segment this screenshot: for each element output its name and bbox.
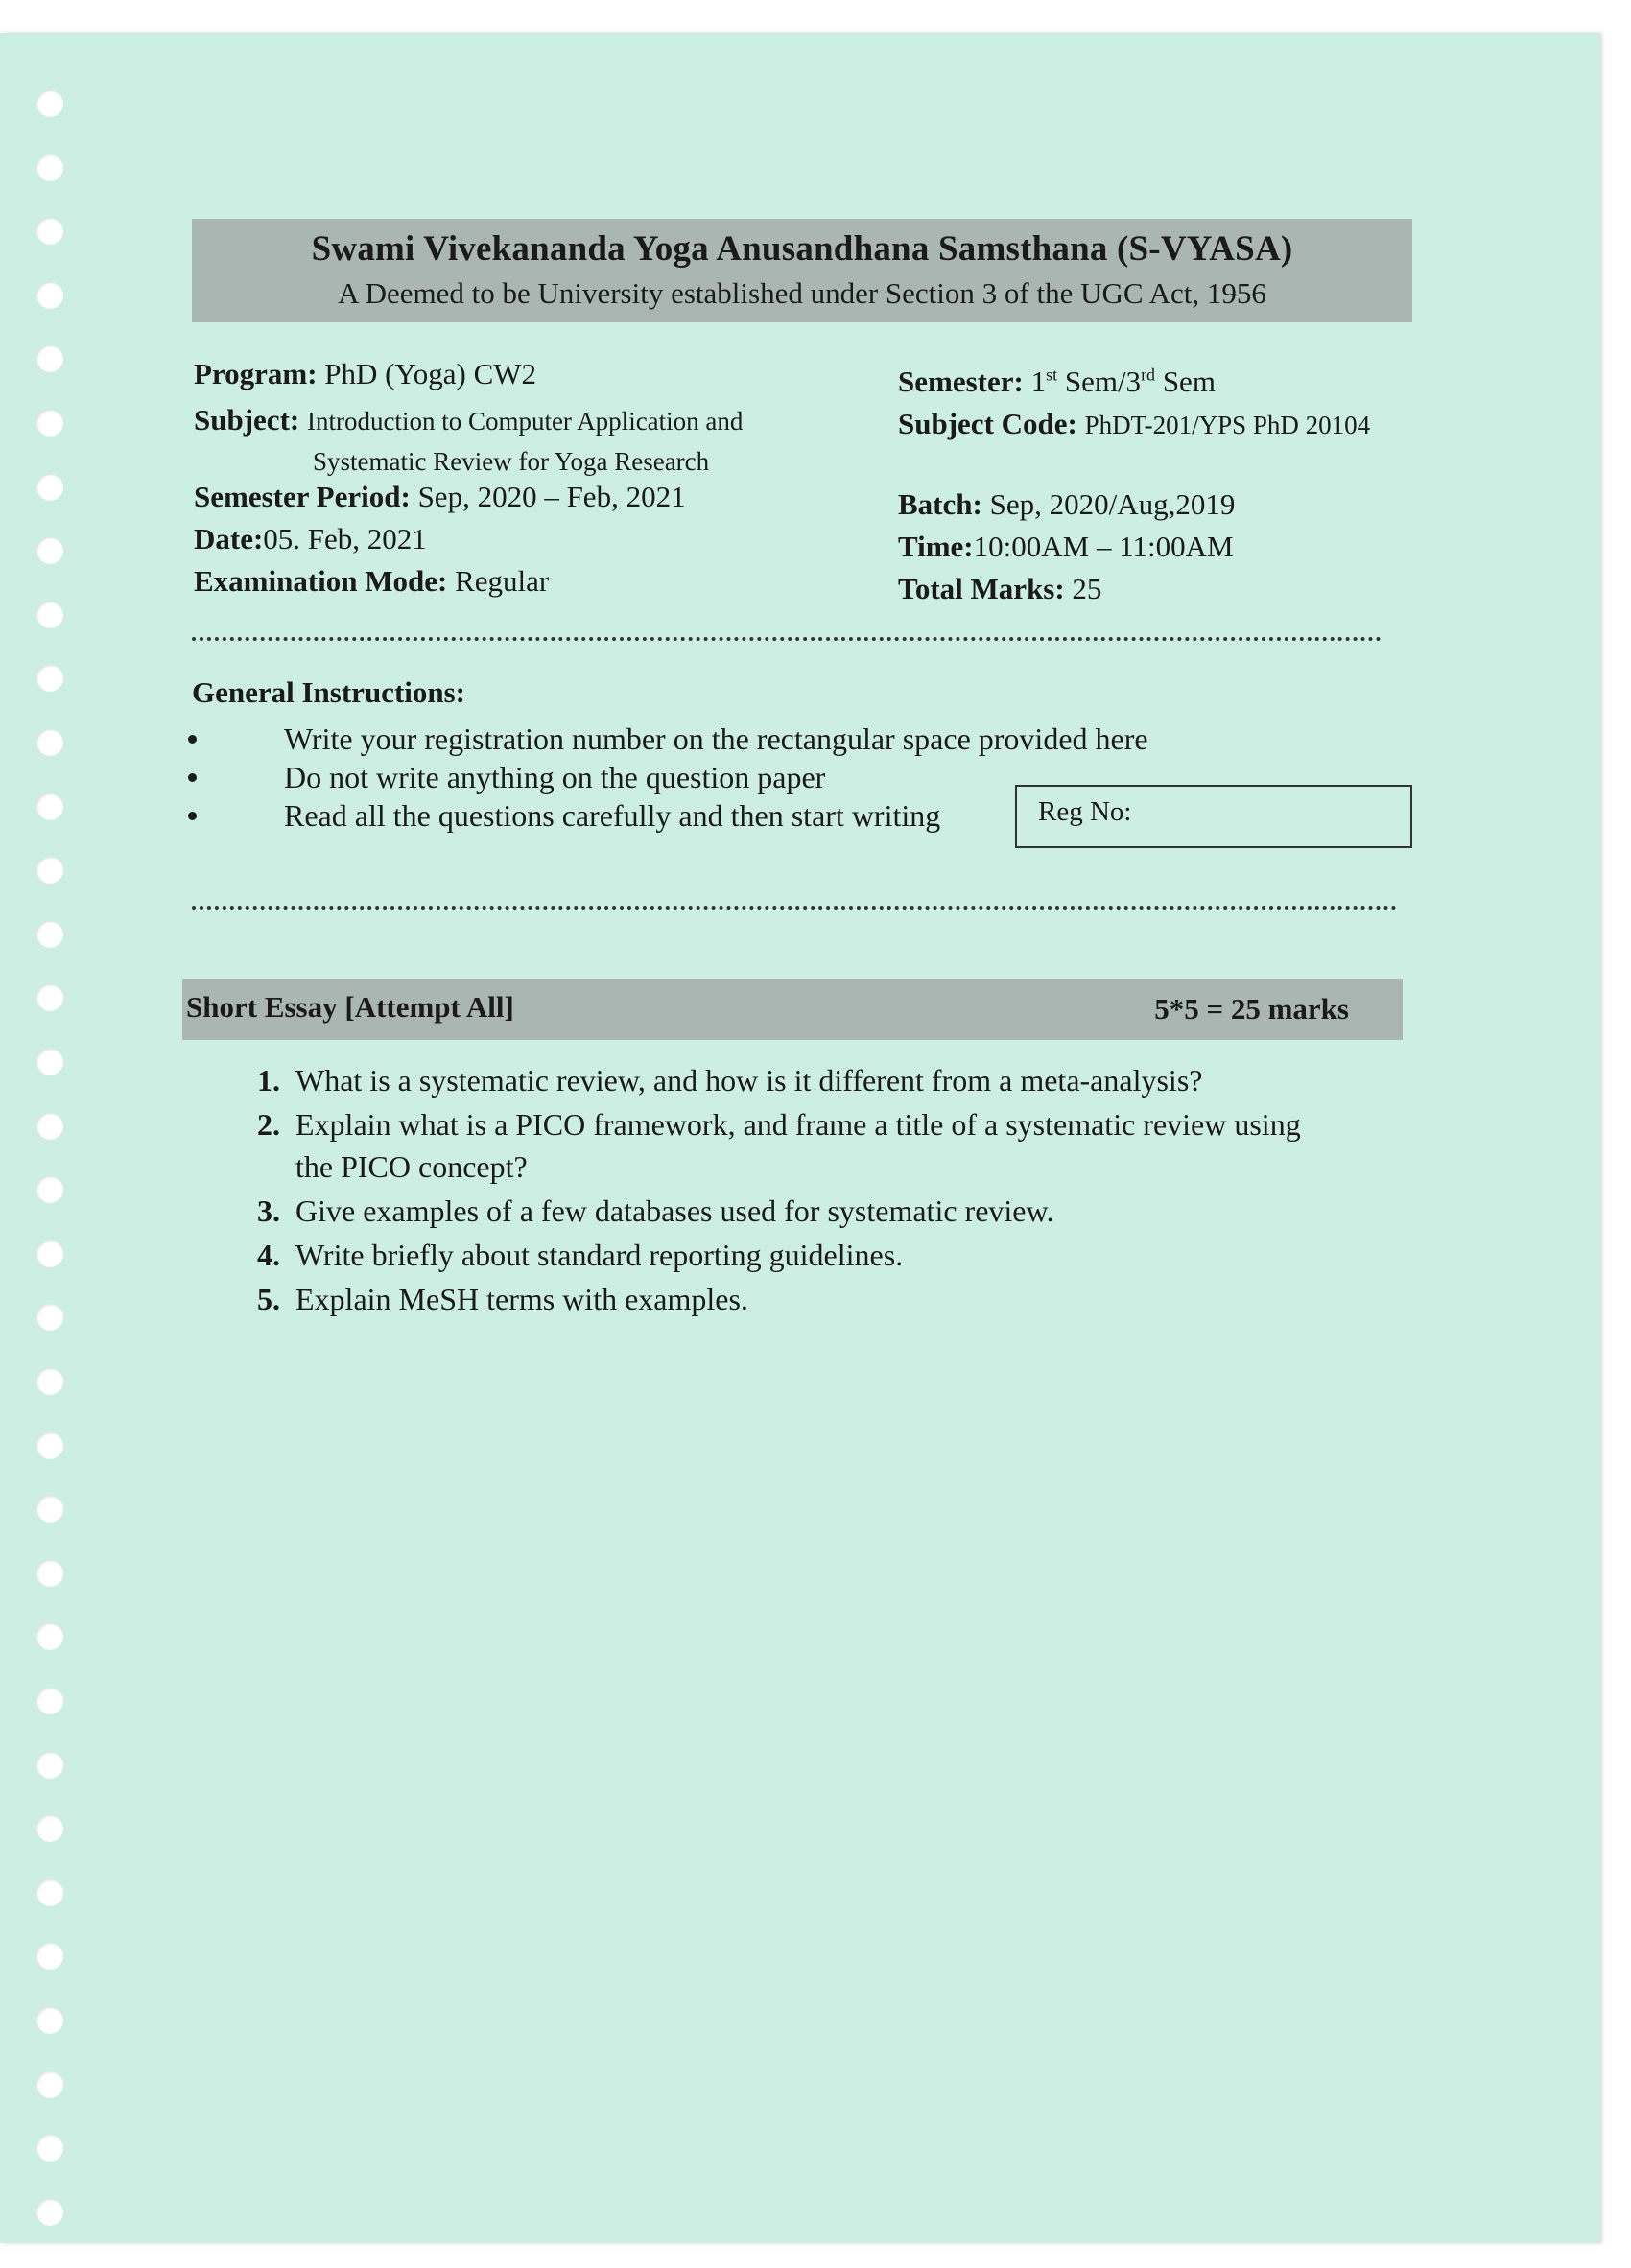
punch-hole bbox=[36, 857, 63, 884]
institution-subtitle: A Deemed to be University established under Section 3 of the UGC Act, 1956 bbox=[338, 276, 1266, 310]
punch-hole bbox=[36, 729, 63, 756]
punch-hole bbox=[36, 793, 63, 820]
exam-mode-value: Regular bbox=[455, 564, 550, 598]
reg-no-label: Reg No: bbox=[1038, 796, 1132, 827]
time-row bbox=[898, 530, 1234, 564]
subject-line1: Introduction to Computer Application and bbox=[306, 407, 744, 436]
dotted-divider-top bbox=[192, 637, 1382, 641]
punch-hole bbox=[36, 1752, 63, 1779]
semester-period-row bbox=[194, 480, 686, 514]
punch-hole bbox=[36, 1432, 63, 1459]
subject-label: Subject: bbox=[194, 403, 300, 437]
punch-hole bbox=[36, 1304, 63, 1331]
institution-name: Swami Vivekananda Yoga Anusandhana Samsthana (S-VYASA) bbox=[311, 229, 1293, 269]
total-marks-row bbox=[898, 572, 1101, 606]
punch-hole bbox=[36, 2071, 63, 2098]
punch-hole bbox=[36, 1368, 63, 1395]
punch-hole bbox=[36, 1176, 63, 1203]
instructions-list bbox=[188, 720, 1148, 835]
batch-row bbox=[898, 487, 1235, 522]
punch-hole bbox=[36, 474, 63, 501]
punch-hole bbox=[36, 1623, 63, 1650]
question-text: Explain MeSH terms with examples. bbox=[295, 1282, 748, 1316]
reg-no-box[interactable] bbox=[1015, 785, 1412, 848]
punch-hole bbox=[36, 537, 63, 564]
question-text-continued: the PICO concept? bbox=[295, 1149, 528, 1184]
general-instructions-title: General Instructions: bbox=[192, 675, 466, 709]
punch-hole bbox=[36, 1560, 63, 1587]
subject-row-2 bbox=[313, 443, 709, 478]
question-item bbox=[257, 1103, 1370, 1188]
exam-mode-label: Examination Mode: bbox=[194, 564, 448, 598]
question-item bbox=[257, 1190, 1370, 1232]
total-marks-value: 25 bbox=[1072, 572, 1102, 605]
program-label: Program: bbox=[194, 357, 318, 390]
date-row bbox=[194, 522, 427, 556]
question-item bbox=[257, 1059, 1370, 1101]
question-number: 2. bbox=[257, 1107, 280, 1142]
question-item bbox=[257, 1234, 1370, 1276]
semester-value: 1st Sem/3rd Sem bbox=[1030, 365, 1216, 398]
section-marks: 5*5 = 25 marks bbox=[1154, 992, 1349, 1026]
punch-hole bbox=[36, 1815, 63, 1842]
semester-label: Semester: bbox=[898, 365, 1024, 398]
punch-hole bbox=[36, 1113, 63, 1140]
question-text: Explain what is a PICO framework, and frame a title of a systematic review using bbox=[295, 1107, 1301, 1142]
section-header bbox=[182, 979, 1403, 1040]
punch-hole bbox=[36, 1049, 63, 1075]
question-item bbox=[257, 1278, 1370, 1320]
punch-hole bbox=[36, 984, 63, 1011]
time-value: 10:00AM – 11:00AM bbox=[973, 530, 1234, 563]
semester-row bbox=[898, 365, 1216, 399]
program-value: PhD (Yoga) CW2 bbox=[324, 357, 537, 390]
subject-code-value: PhDT-201/YPS PhD 20104 bbox=[1084, 411, 1371, 439]
instruction-item: Read all the questions carefully and then start writing bbox=[188, 796, 1148, 835]
subject-code-label: Subject Code: bbox=[898, 407, 1077, 440]
batch-label: Batch: bbox=[898, 487, 982, 521]
punch-hole bbox=[36, 218, 63, 245]
semester-period-value: Sep, 2020 – Feb, 2021 bbox=[417, 480, 686, 513]
exam-mode-row bbox=[194, 564, 549, 599]
question-number: 1. bbox=[257, 1063, 280, 1098]
punch-hole bbox=[36, 410, 63, 437]
punch-hole bbox=[36, 154, 63, 181]
punch-hole bbox=[36, 345, 63, 372]
punch-hole bbox=[36, 1943, 63, 1970]
punch-hole bbox=[36, 2007, 63, 2034]
subject-row bbox=[194, 403, 743, 437]
date-value: 05. Feb, 2021 bbox=[263, 522, 427, 555]
batch-value: Sep, 2020/Aug,2019 bbox=[989, 487, 1236, 521]
punch-hole bbox=[36, 1879, 63, 1906]
question-number: 3. bbox=[257, 1193, 280, 1228]
date-label: Date: bbox=[194, 522, 264, 555]
institution-header bbox=[192, 219, 1412, 322]
punch-hole bbox=[36, 1240, 63, 1267]
subject-line2: Systematic Review for Yoga Research bbox=[313, 447, 710, 476]
punch-hole bbox=[36, 665, 63, 692]
punch-hole bbox=[36, 1688, 63, 1714]
punch-hole bbox=[36, 602, 63, 628]
punch-hole bbox=[36, 2135, 63, 2162]
subject-code-row bbox=[898, 407, 1370, 441]
question-number: 5. bbox=[257, 1282, 280, 1316]
question-list bbox=[257, 1059, 1370, 1322]
dotted-divider-bottom bbox=[192, 906, 1397, 910]
program-row bbox=[194, 357, 536, 391]
question-text: Give examples of a few databases used for systematic review. bbox=[295, 1193, 1054, 1228]
section-title: Short Essay [Attempt All] bbox=[186, 990, 514, 1024]
question-text: Write briefly about standard reporting guidelines. bbox=[295, 1238, 904, 1272]
time-label: Time: bbox=[898, 530, 974, 563]
punch-hole bbox=[36, 921, 63, 948]
punch-hole bbox=[36, 2199, 63, 2226]
question-text: What is a systematic review, and how is it different from a meta-analysis? bbox=[295, 1063, 1203, 1098]
punch-hole bbox=[36, 1496, 63, 1523]
question-number: 4. bbox=[257, 1238, 280, 1272]
instruction-item: Do not write anything on the question paper bbox=[188, 758, 1148, 796]
semester-period-label: Semester Period: bbox=[194, 480, 411, 513]
punch-hole bbox=[36, 282, 63, 309]
punch-holes bbox=[36, 90, 65, 2268]
total-marks-label: Total Marks: bbox=[898, 572, 1065, 605]
instruction-item: Write your registration number on the rectangular space provided here bbox=[188, 720, 1148, 758]
punch-hole bbox=[36, 90, 63, 117]
